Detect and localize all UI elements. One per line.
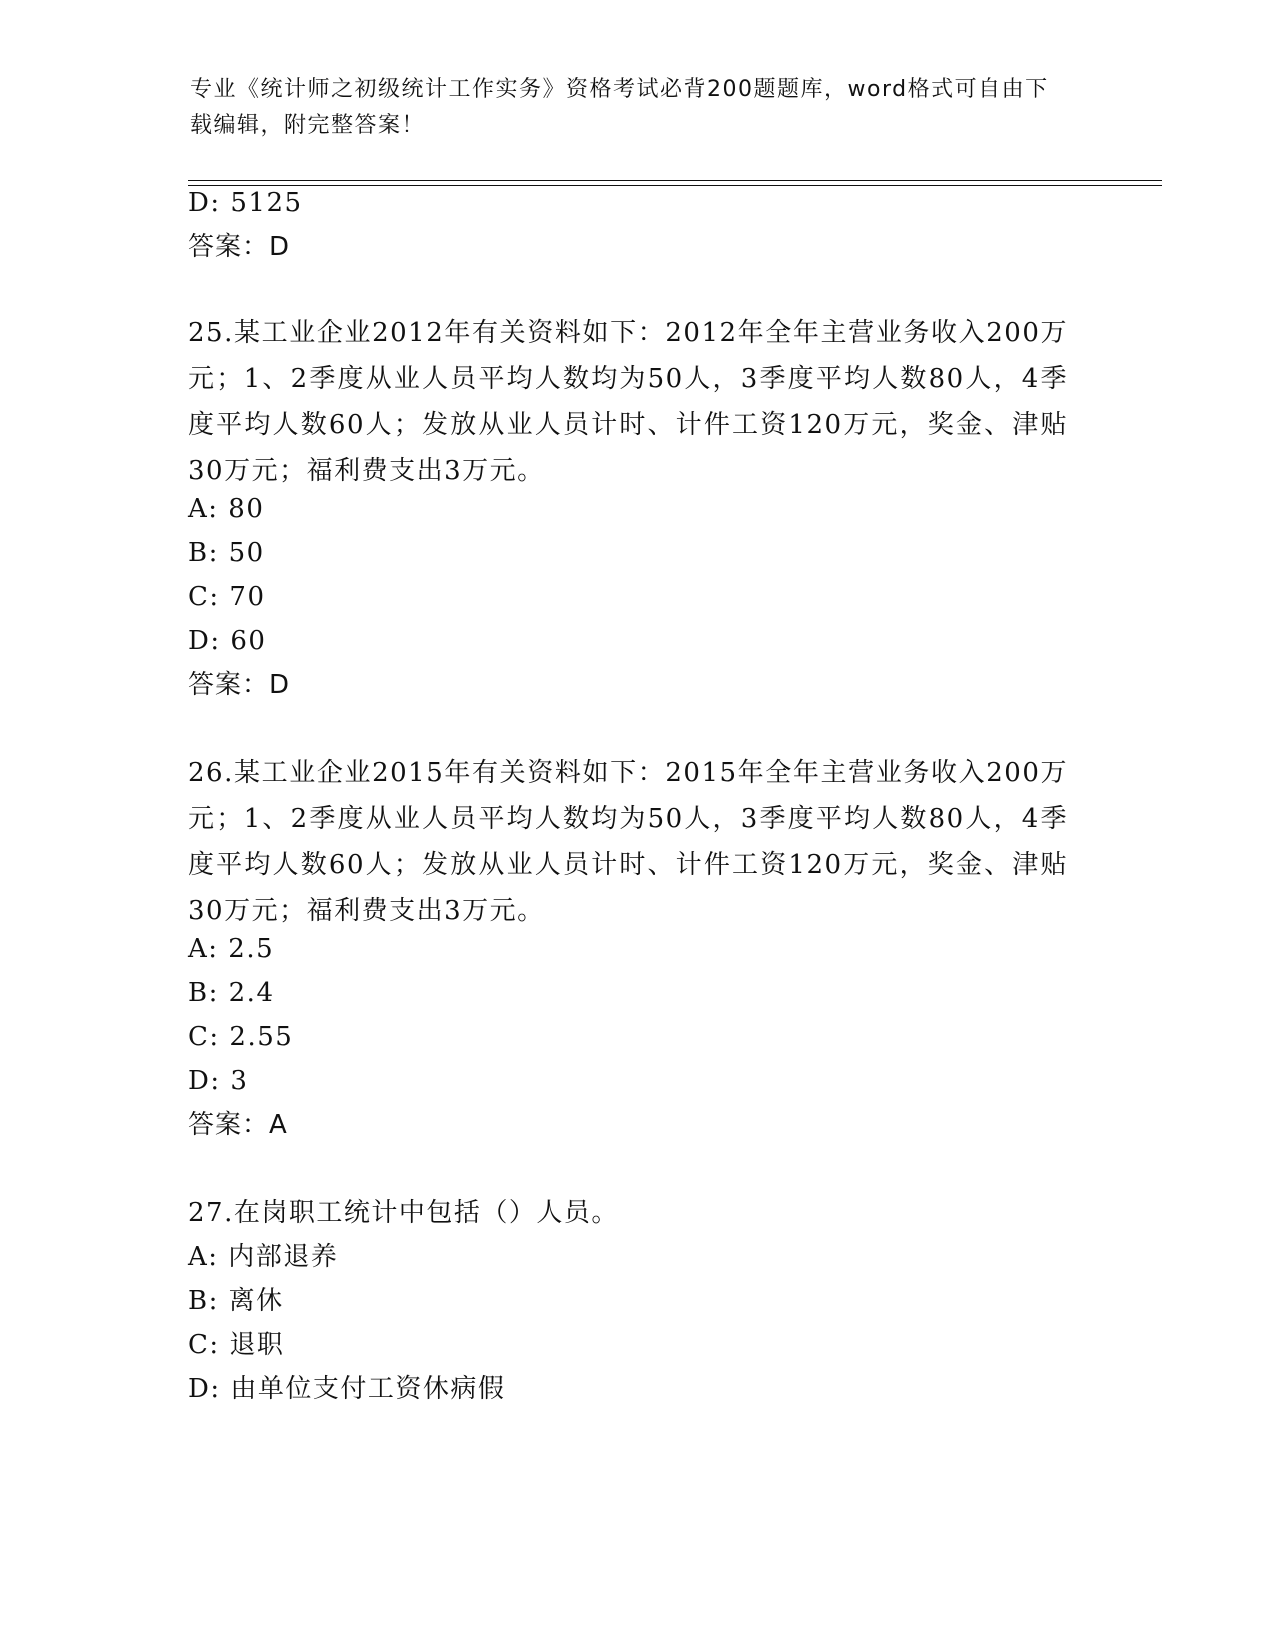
question-26-option-b: B: 2.4 (188, 978, 275, 1008)
question-27-option-b: B: 离休 (188, 1286, 284, 1316)
question-25-option-b: B: 50 (188, 538, 265, 568)
question-26-answer: 答案：A (188, 1110, 288, 1140)
question-25-stem: 25.某工业企业2012年有关资料如下：2012年全年主营业务收入200万元；1、2季度从业人员平均人数均为50人，3季度平均人数80人，4季度平均人数60人；发放从业人员计时、计件工资120万元，奖金、津贴30万元；福利费支出3万元。 (188, 318, 1068, 486)
document-header: 专业《统计师之初级统计工作实务》资格考试必背200题题库，word格式可自由下载编辑，附完整答案！ (190, 77, 1049, 138)
header-rule-top (188, 180, 1162, 181)
question-25-answer: 答案：D (188, 670, 291, 700)
question-25-option-a: A: 80 (188, 494, 265, 524)
prev-option-d: D: 5125 (188, 188, 303, 218)
question-26-option-c: C: 2.55 (188, 1022, 294, 1052)
header-rule-bottom (188, 185, 1162, 186)
question-27-option-a: A: 内部退养 (188, 1242, 339, 1272)
question-27-option-d: D: 由单位支付工资休病假 (188, 1374, 506, 1404)
question-26-stem: 26.某工业企业2015年有关资料如下：2015年全年主营业务收入200万元；1、2季度从业人员平均人数均为50人，3季度平均人数80人，4季度平均人数60人；发放从业人员计时、计件工资120万元，奖金、津贴30万元；福利费支出3万元。 (188, 758, 1068, 926)
question-25-option-d: D: 60 (188, 626, 267, 656)
question-25-option-c: C: 70 (188, 582, 266, 612)
question-26-option-d: D: 3 (188, 1066, 249, 1096)
question-27-stem: 27.在岗职工统计中包括（）人员。 (188, 1198, 619, 1228)
question-27-option-c: C: 退职 (188, 1330, 285, 1360)
prev-answer: 答案：D (188, 232, 291, 262)
question-26-option-a: A: 2.5 (188, 934, 275, 964)
